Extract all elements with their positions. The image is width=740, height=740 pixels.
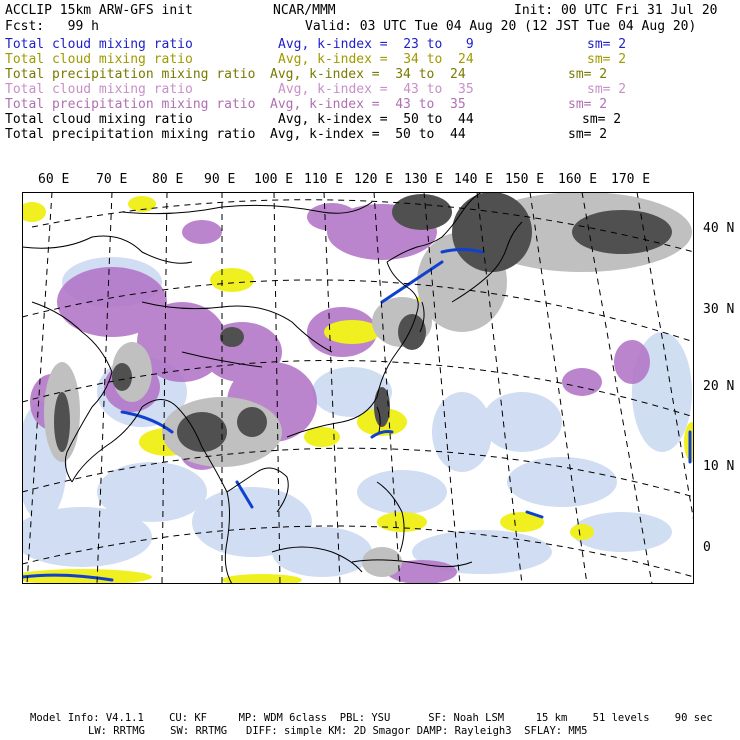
field-smoothing: sm= 2 — [587, 52, 627, 67]
forecast-map — [22, 192, 694, 584]
lat-label: 0 — [703, 540, 711, 555]
lon-label: 80 E — [152, 172, 184, 187]
lon-label: 160 E — [558, 172, 598, 187]
field-avg: Avg, k-index = 50 to 44 — [270, 127, 466, 142]
field-name: Total precipitation mixing ratio — [5, 127, 256, 142]
lon-label: 90 E — [204, 172, 236, 187]
lon-label: 110 E — [304, 172, 344, 187]
field-smoothing: sm= 2 — [568, 67, 608, 82]
valid-time: Valid: 03 UTC Tue 04 Aug 20 (12 JST Tue 04 Aug 20) — [305, 19, 697, 34]
lat-label: 10 N — [703, 459, 735, 474]
field-name: Total cloud mixing ratio — [5, 112, 193, 127]
init-time: Init: 00 UTC Fri 31 Jul 20 — [514, 3, 718, 18]
lon-label: 140 E — [454, 172, 494, 187]
field-name: Total precipitation mixing ratio — [5, 67, 256, 82]
field-smoothing: sm= 2 — [587, 37, 627, 52]
field-smoothing: sm= 2 — [568, 97, 608, 112]
field-smoothing: sm= 2 — [582, 112, 622, 127]
field-name: Total cloud mixing ratio — [5, 52, 193, 67]
legend-row — [5, 127, 740, 142]
model-info-line1: Model Info: V4.1.1 CU: KF MP: WDM 6class PBL: YSU SF: Noah LSM 15 km 51 levels 90 sec — [30, 712, 713, 724]
lon-label: 130 E — [404, 172, 444, 187]
lon-label: 150 E — [505, 172, 545, 187]
product-title: ACCLIP 15km ARW-GFS init — [5, 3, 193, 18]
field-smoothing: sm= 2 — [568, 127, 608, 142]
legend-row — [5, 97, 740, 112]
lon-label: 170 E — [611, 172, 651, 187]
field-avg: Avg, k-index = 43 to 35 — [270, 97, 466, 112]
field-avg: Avg, k-index = 43 to 35 — [278, 82, 474, 97]
field-avg: Avg, k-index = 34 to 24 — [270, 67, 466, 82]
field-name: Total cloud mixing ratio — [5, 37, 193, 52]
field-avg: Avg, k-index = 50 to 44 — [278, 112, 474, 127]
field-smoothing: sm= 2 — [587, 82, 627, 97]
forecast-hour: Fcst: 99 h — [5, 19, 99, 34]
lat-label: 40 N — [703, 221, 735, 236]
lon-label: 70 E — [96, 172, 128, 187]
legend-row — [5, 37, 740, 52]
field-name: Total cloud mixing ratio — [5, 82, 193, 97]
lat-label: 30 N — [703, 302, 735, 317]
field-avg: Avg, k-index = 23 to 9 — [278, 37, 474, 52]
lon-label: 120 E — [354, 172, 394, 187]
lon-label: 60 E — [38, 172, 70, 187]
field-name: Total precipitation mixing ratio — [5, 97, 256, 112]
institution-label: NCAR/MMM — [273, 3, 336, 18]
legend-row — [5, 112, 740, 127]
model-info-line2: LW: RRTMG SW: RRTMG DIFF: simple KM: 2D Smagor DAMP: Rayleigh3 SFLAY: MM5 — [88, 725, 588, 737]
legend-row — [5, 67, 740, 82]
lat-label: 20 N — [703, 379, 735, 394]
legend-row — [5, 82, 740, 97]
legend-row — [5, 52, 740, 67]
field-avg: Avg, k-index = 34 to 24 — [278, 52, 474, 67]
lon-label: 100 E — [254, 172, 294, 187]
